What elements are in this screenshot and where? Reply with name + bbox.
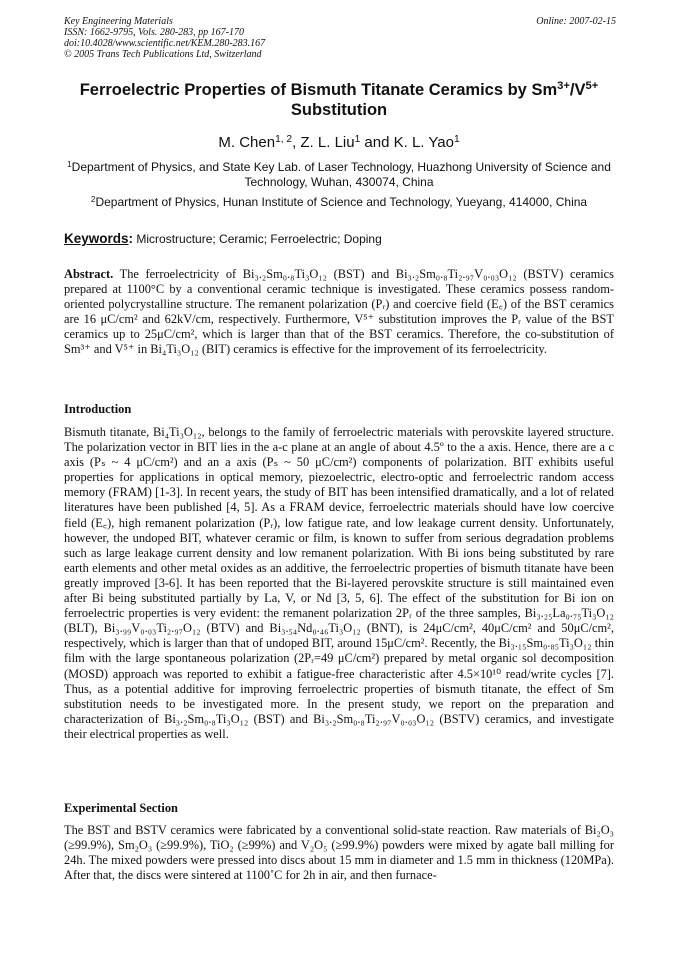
online-date: Online: 2007-02-15 xyxy=(536,16,616,27)
keywords xyxy=(64,231,624,246)
abstract xyxy=(64,267,614,358)
author-3: and K. L. Yao xyxy=(360,134,454,151)
journal-name: Key Engineering Materials xyxy=(64,16,173,27)
author-2-affil: 1 xyxy=(354,133,361,145)
paper-title xyxy=(40,80,638,120)
journal-header xyxy=(64,16,616,60)
affiliation-2 xyxy=(54,195,624,210)
title-slash: /V xyxy=(569,81,586,99)
affiliation-1 xyxy=(54,160,624,190)
experimental-text: The BST and BSTV ceramics were fabricated by a conventional solid-state reaction. Raw materials of Bi₂O₃ (≥99.9%), Sm₂O₃ (≥99.9%), TiO₂ (≥99%) and V₂O₅ (≥99.9%) powders were mixed by agate ball milling for 24h. The mixed powders were pressed into discs about 15 mm in diameter and 1.5 mm in thickness (120MPa). After that, the discs were sintered at 1100˚C for 2h in air, and then furnace- xyxy=(64,823,614,883)
issn-line: ISSN: 1662-9795, Vols. 280-283, pp 167-170 xyxy=(64,27,244,38)
keywords-colon: : xyxy=(128,231,134,246)
author-2: , Z. L. Liu xyxy=(292,134,355,151)
affiliation-2-num: 2 xyxy=(90,194,96,204)
abstract-label: Abstract. xyxy=(64,267,114,281)
section-heading-introduction: Introduction xyxy=(64,402,132,416)
doi-line: doi:10.4028/www.scientific.net/KEM.280-283.167 xyxy=(64,38,266,49)
affiliation-2-text: Department of Physics, Hunan Institute of Science and Technology, Yueyang, 414000, China xyxy=(95,195,588,209)
author-1: M. Chen xyxy=(218,134,276,151)
section-heading-experimental: Experimental Section xyxy=(64,801,178,815)
author-3-affil: 1 xyxy=(453,133,460,145)
author-1-affil: 1, 2 xyxy=(275,133,293,145)
affiliation-1-num: 1 xyxy=(67,159,72,169)
copyright-line: © 2005 Trans Tech Publications Ltd, Switzerland xyxy=(64,49,262,60)
abstract-text: The ferroelectricity of Bi₃.₂Sm₀.₈Ti₃O₁₂ (BST) and Bi₃.₂Sm₀.₈Ti₂.₉₇V₀.₀₃O₁₂ (BSTV) ceramics prepared at 1100°C by a conventional ceramic technique is investigated. These ceramics possess random-oriented polycrystalline structure. The remanent polarization (Pᵣ) and coercive field (E꜀) of the BST ceramics are 16 μC/cm² and 62kV/cm, respectively. Furthermore, V⁵⁺ substitution improves the Pᵣ value of the BST ceramics up to 25μC/cm², which is larger than that of the BST ceramics. Therefore, the co-substitution of Sm³⁺ and V⁵⁺ in Bi₄Ti₃O₁₂ (BIT) ceramics is effective for the improvement of its ferroelectricity. xyxy=(64,267,614,357)
title-sup-sm: 3+ xyxy=(557,80,570,93)
keywords-text: Microstructure; Ceramic; Ferroelectric; Doping xyxy=(133,232,382,246)
title-sup-v: 5+ xyxy=(585,80,599,93)
affiliation-1-text: Department of Physics, and State Key Lab. of Laser Technology, Huazhong University of Science and Technology, Wuhan, 430074, China xyxy=(71,160,611,189)
title-line2: Substitution xyxy=(290,101,388,119)
keywords-label: Keywords xyxy=(64,231,129,246)
title-text: Ferroelectric Properties of Bismuth Titanate Ceramics by Sm xyxy=(79,81,558,99)
author-list xyxy=(40,134,638,151)
introduction-text: Bismuth titanate, Bi₄Ti₃O₁₂, belongs to the family of ferroelectric materials with perovskite layered structure. The polarization vector in BIT lies in the a-c plane at an angle of about 4.5º to the a axis. Hence, there are a c axis (Pₛ ~ 4 μC/cm²) and an a axis (Pₛ ~ 50 μC/cm²) components of polarization. BIT exhibits useful properties for applications in optical memory, piezoelectric, electro-optic and ferroelectric random access memory (FRAM) [1-3]. In recent years, the study of BIT has been intensified dramatically, and a lot of related literatures have been published [4, 5]. As a FRAM device, ferroelectric materials should have low coercive field (E꜀), high remanent polarization (Pᵣ), low fatigue rate, and low leakage current density. Unfortunately, however, the undoped BIT, whatever ceramic or film, is known to suffer from serious degradation problems such as large leakage current density and low remanent polarization. With Bi ions being substituted by rare earth elements and other metal oxides as an additive, the ferroelectric properties of bismuth titanate have been greatly improved [3-6]. It has been reported that the Bi-layered perovskite structure is still maintained even after Bi being substituted partially by La, V, or Nd [3, 5, 6]. The effect of the substitution for Bi ion on ferroelectric properties is very evident: the remanent polarization 2Pᵣ of the three samples, Bi₃.₂₅La₀.₇₅Ti₃O₁₂ (BLT), Bi₃.₉₉V₀.₀₃Ti₂.₉₇O₁₂ (BTV) and Bi₃.₅₄Nd₀.₄₆Ti₃O₁₂ (BNT), is 24μC/cm², 40μC/cm² and 50μC/cm², respectively, which is larger than that of undoped BIT, around 15μC/cm². Recently, the Bi₃.₁₅Sm₀.₈₅Ti₃O₁₂ thin film with the large spontaneous polarization (2Pᵣ=49 μC/cm²) prepared by metal organic sol decomposition (MOSD) approach was reported to exhibit a fatigue-free characteristic after 4.5×10¹⁰ read/write cycles [7]. Thus, as a potential additive for improving ferroelectric properties of bismuth titanate, the effect of Sm substitution needs to be investigated more. In the present study, we report on the preparation and characterization of Bi₃.₂Sm₀.₈Ti₃O₁₂ (BST) and Bi₃.₂Sm₀.₈Ti₂.₉₇V₀.₀₃O₁₂ (BSTV) ceramics, and investigate their electrical properties as well. xyxy=(64,425,614,741)
